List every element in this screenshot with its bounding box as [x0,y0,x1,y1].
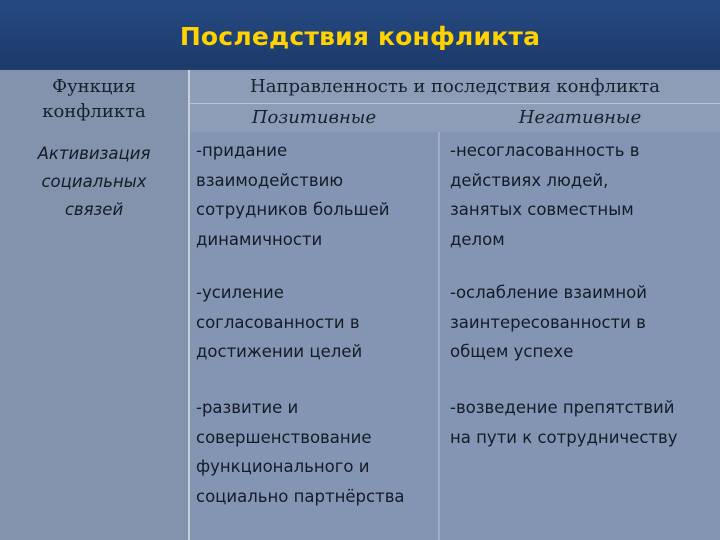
positive-cell-2: -усиление согласованности в достижении целей [196,283,363,361]
negative-header: Негативные [518,107,642,128]
function-column [0,70,190,540]
consequences-table [0,70,720,540]
function-header: Функция конфликта [42,76,146,122]
function-name: Активизация социальных связей [37,144,151,219]
direction-header: Направленность и последствия конфликта [250,76,660,97]
slide-title: Последствия конфликта [179,22,541,51]
positive-cell-3: -развитие и совершенствование функционального и социально партнёрства [196,398,405,506]
positive-cell-1: -придание взаимодействию сотрудников большей динамичности [196,141,390,249]
negative-cell-1: -несогласованность в действиях людей, занятых совместным делом [450,141,640,249]
column-divider [438,132,440,540]
negative-cell-2: -ослабление взаимной заинтересованности в общем успехе [450,283,647,361]
positive-header: Позитивные [251,107,377,128]
negative-cell-3: -возведение препятствий на пути к сотрудничеству [450,398,678,447]
